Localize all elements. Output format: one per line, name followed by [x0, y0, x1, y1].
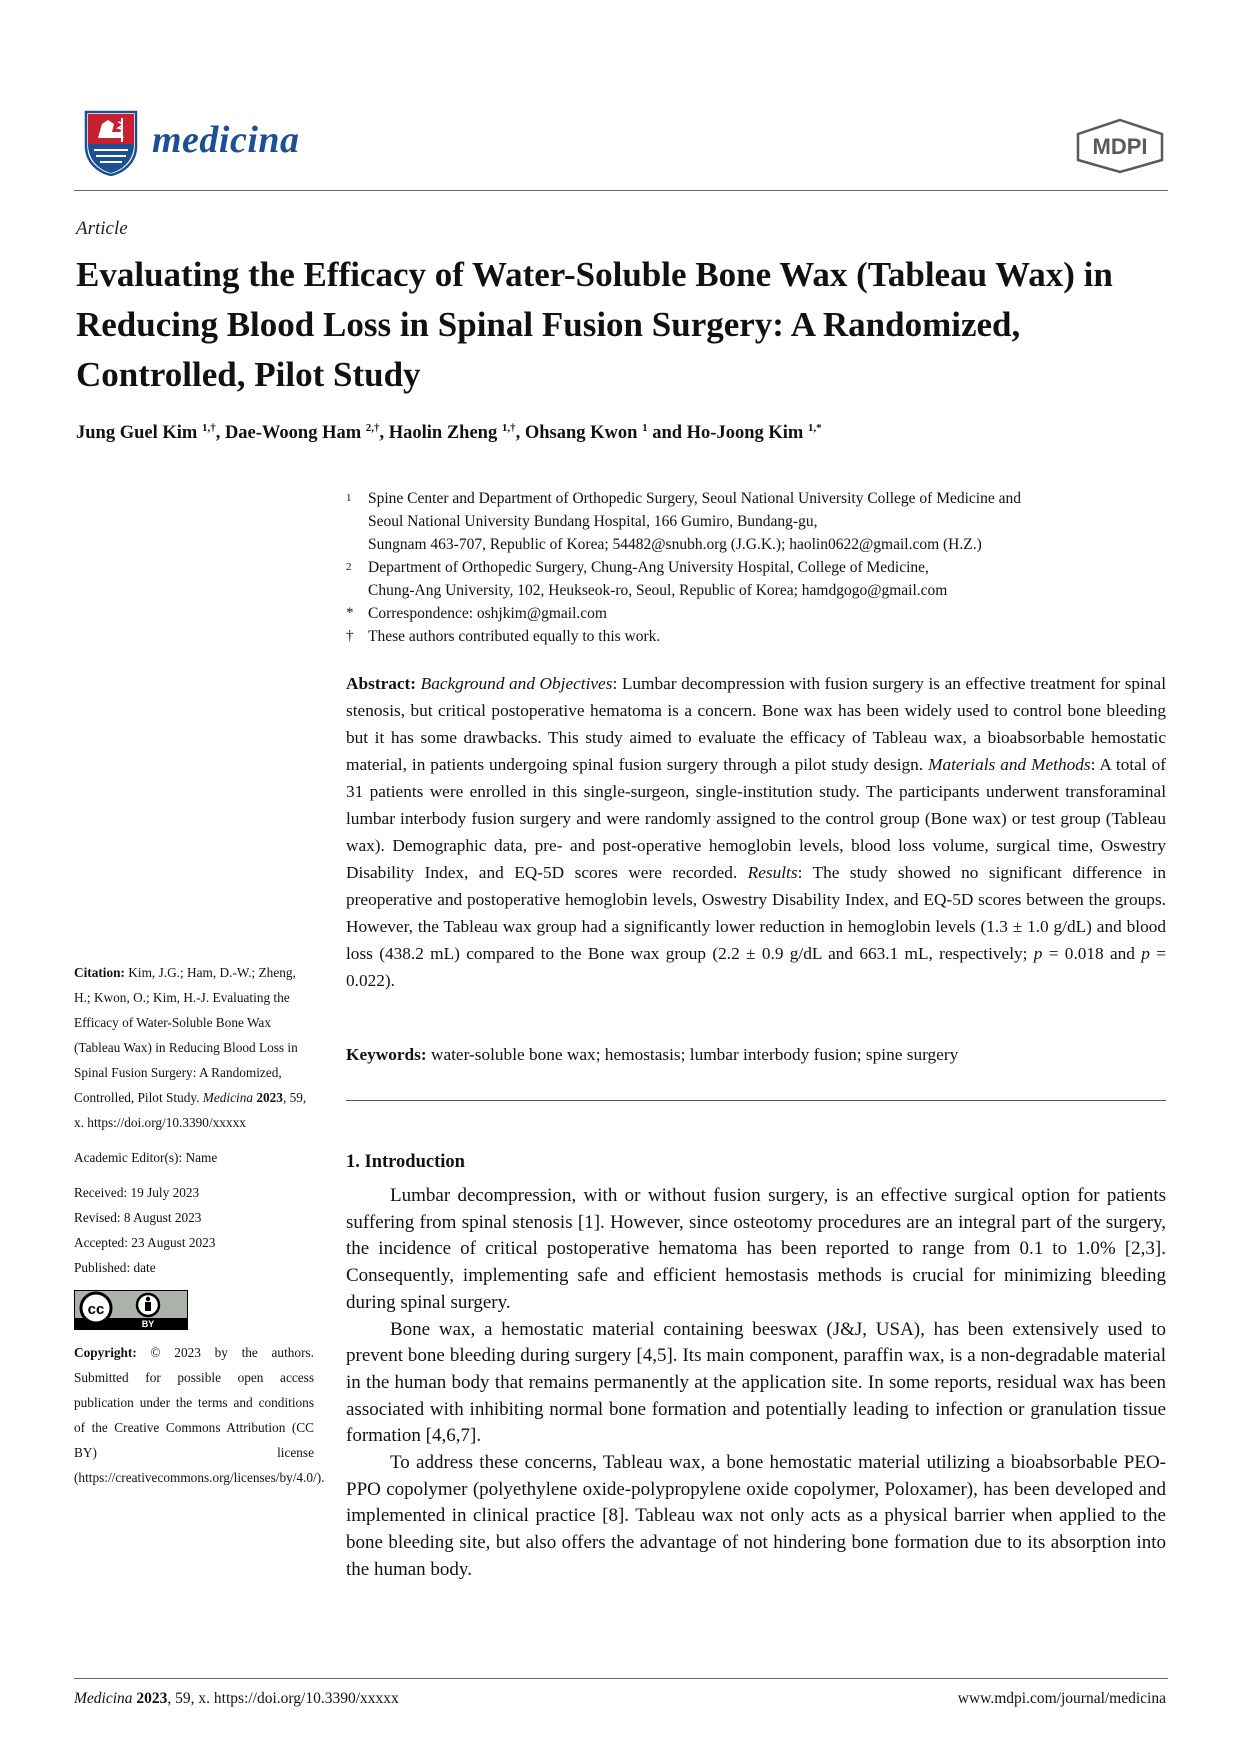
revised-date: Revised: 8 August 2023 — [74, 1210, 202, 1225]
received-date: Received: 19 July 2023 — [74, 1185, 200, 1200]
author-name: Jung Guel Kim — [76, 423, 198, 444]
abstract-section-label: Results — [747, 863, 798, 882]
medicina-crest-icon — [84, 110, 138, 176]
affiliation-line: Department of Orthopedic Surgery, Chung-Ang University Hospital, College of Medicine, — [368, 559, 929, 576]
affiliation-line: These authors contributed equally to this work. — [368, 628, 661, 645]
article-title: Evaluating the Efficacy of Water-Soluble Bone Wax (Tableau Wax) in Reducing Blood Loss in Spinal Fusion Surgery: A Randomized, Controlled, Pilot Study — [76, 255, 1113, 394]
academic-editor: Academic Editor(s): Name — [74, 1150, 218, 1165]
author-name: Ohsang Kwon — [524, 423, 638, 444]
p-symbol: p — [1033, 944, 1043, 963]
svg-text:cc: cc — [87, 1301, 105, 1318]
sidebar — [74, 960, 325, 1500]
cc-by-license-icon[interactable] — [74, 1290, 188, 1330]
affiliation-marker: 1 — [346, 492, 352, 504]
license-badge-text: BY — [141, 1319, 155, 1329]
keywords-label: Keywords: — [346, 1045, 427, 1064]
paragraph: Lumbar decompression, with or without fusion surgery, is an effective surgical option for patients suffering from spinal stenosis [1]. However, since osteotomy procedures are an integral part of the surgery, the incidence of critical postoperative hematoma has been reported to range from 0.1 to 1.0% [2,3]. Consequently, implementing safe and efficient hemostasis methods is crucial for minimizing bleeding during spinal surgery. — [346, 1185, 1166, 1313]
paragraph: Bone wax, a hemostatic material containing beeswax (J&J, USA), has been extensively used to prevent bone bleeding during surgery [4,5]. Its main component, paraffin wax, is a non-degradable material in the human body that remains permanently at the application site. In some reports, residual wax has been associated with inhibiting normal bone formation and potentially leading to infection or granulation tissue formation [4,6,7]. — [346, 1318, 1166, 1447]
affiliation-item — [346, 556, 1166, 602]
affiliation-marker: * — [346, 605, 354, 621]
footer-citation — [74, 1690, 399, 1708]
affiliations — [346, 487, 1166, 648]
affiliation-line: Seoul National University Bundang Hospital, 166 Gumiro, Bundang-gu, — [368, 513, 818, 530]
abstract-divider — [346, 1100, 1166, 1101]
author-list — [76, 422, 1156, 444]
author-affiliation-marker: 1 — [642, 422, 648, 434]
citation-label: Citation: — [74, 965, 125, 980]
footer-url[interactable]: www.mdpi.com/journal/medicina — [957, 1690, 1166, 1707]
citation-journal: Medicina — [202, 1090, 254, 1105]
abstract-label: Abstract: — [346, 674, 417, 693]
author-name: Dae-Woong Ham — [224, 423, 362, 444]
footer-year: 2023 — [136, 1690, 168, 1707]
author-affiliation-marker: 1,† — [201, 422, 216, 434]
footer-divider — [74, 1678, 1168, 1679]
author-affiliation-marker: 2,† — [365, 422, 380, 434]
paragraph: To address these concerns, Tableau wax, a bone hemostatic material utilizing a bioabsorbable PEO-PPO copolymer (polyethylene oxide-polypropylene oxide copolymer, Poloxamer), has been developed and implemented in clinical practice [8]. Tableau wax not only acts as a physical barrier when applied to the bone bleeding site, but also offers the advantage of not hindering bone formation due to its absorption into the human body. — [346, 1452, 1166, 1580]
copyright — [74, 1340, 325, 1490]
author-separator: , — [215, 423, 225, 444]
author-name: Ho-Joong Kim — [686, 423, 804, 444]
keywords-text: water-soluble bone wax; hemostasis; lumbar interbody fusion; spine surgery — [426, 1045, 959, 1064]
copyright-text: © 2023 by the authors. Submitted for possible open access publication under the terms and conditions of the Creative Commons Attribution (CC BY) license (https://creativecommons.org/licenses/by/4.0/). — [74, 1345, 325, 1485]
author-affiliation-marker: 1,† — [501, 422, 516, 434]
copyright-label: Copyright: — [74, 1345, 137, 1360]
accepted-date: Accepted: 23 August 2023 — [74, 1235, 216, 1250]
published-date: Published: date — [74, 1260, 156, 1275]
abstract-text: : The study showed no significant difference in preoperative and postoperative hemoglobin levels, Oswestry Disability Index, and EQ-5D scores between the groups. However, the Tableau wax group had a significantly lower reduction in hemoglobin levels (1.3 ± 1.0 g/dL) and blood loss (438.2 mL) compared to the Bone wax group (2.2 ± 0.9 g/dL and 663.1 mL, respectively; — [346, 863, 1166, 963]
publication-dates — [74, 1180, 314, 1280]
affiliation-marker: † — [346, 628, 354, 644]
introduction-body — [346, 1183, 1166, 1584]
author-separator: , — [515, 423, 525, 444]
citation-year: 2023 — [256, 1090, 283, 1105]
affiliation-item — [346, 625, 1166, 648]
footer-rest: , 59, x. https://doi.org/10.3390/xxxxx — [167, 1690, 399, 1707]
footer-journal: Medicina — [74, 1690, 133, 1707]
header-divider — [74, 190, 1168, 191]
citation — [74, 960, 314, 1135]
abstract-section-label: Background and Objectives — [420, 674, 613, 693]
abstract — [346, 670, 1166, 994]
author-separator: and — [647, 423, 687, 444]
mdpi-logo-icon — [1074, 118, 1166, 174]
author-name: Haolin Zheng — [388, 423, 498, 444]
author-affiliation-marker: 1,* — [807, 422, 822, 434]
abstract-text: = 0.018 and — [1042, 944, 1142, 963]
affiliation-item — [346, 487, 1166, 556]
affiliation-line: Correspondence: oshjkim@gmail.com — [368, 605, 607, 622]
journal-name: medicina — [152, 119, 300, 161]
affiliation-marker: 2 — [346, 561, 352, 573]
abstract-text: = 0.022). — [346, 944, 1166, 990]
abstract-section-label: Materials and Methods — [928, 755, 1091, 774]
author-separator: , — [379, 423, 389, 444]
citation-rest: , 59, x. https://doi.org/10.3390/xxxxx — [74, 1090, 307, 1130]
abstract-text: : A total of 31 patients were enrolled in this single-surgeon, single-institution study. The participants underwent transforaminal lumbar interbody fusion surgery and were randomly assigned to the control group (Bone wax) or test group (Tableau wax). Demographic data, pre- and post-operative hemoglobin levels, blood loss volume, surgical time, Oswestry Disability Index, and EQ-5D scores were recorded. — [346, 755, 1166, 882]
p-symbol: p — [1141, 944, 1150, 963]
affiliation-item — [346, 602, 1166, 625]
affiliation-line: Sungnam 463-707, Republic of Korea; 54482@snubh.org (J.G.K.); haolin0622@gmail.com (H.Z.) — [368, 536, 982, 553]
affiliation-line: Spine Center and Department of Orthopedic Surgery, Seoul National University College of Medicine and — [368, 490, 1021, 507]
affiliation-line: Chung-Ang University, 102, Heukseok-ro, Seoul, Republic of Korea; hamdgogo@gmail.com — [368, 582, 948, 599]
article-type: Article — [76, 218, 128, 239]
abstract-text: : Lumbar decompression with fusion surgery is an effective treatment for spinal stenosis, but critical postoperative hematoma is a concern. Bone wax has been widely used to control bone bleeding but it has some drawbacks. This study aimed to evaluate the efficacy of Tableau wax, a bioabsorbable hemostatic material, in patients undergoing spinal fusion surgery through a pilot study design. — [346, 674, 1166, 774]
section-heading: 1. Introduction — [346, 1152, 465, 1172]
keywords — [346, 1045, 1166, 1065]
publisher-name: MDPI — [1092, 134, 1148, 159]
citation-text: Kim, J.G.; Ham, D.-W.; Zheng, H.; Kwon, O.; Kim, H.-J. Evaluating the Efficacy of Water-Soluble Bone Wax (Tableau Wax) in Reducing Blood Loss in Spinal Fusion Surgery: A Randomized, Controlled, Pilot Study. — [74, 965, 298, 1105]
